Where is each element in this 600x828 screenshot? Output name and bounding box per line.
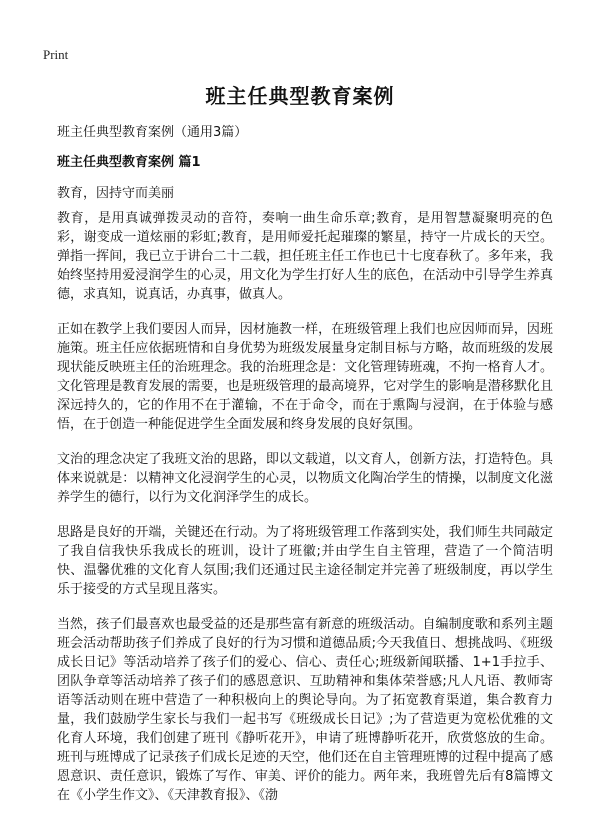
paragraph: 正如在教学上我们要因人而异，因材施教一样，在班级管理上我们也应因师而异，因班施策。班主任应依据班情和自身优势为班级发展量身定制目标与方略，故而班级的发展现状能反映班主任的治班理念。我的治班理念是：文化管理铸班魂，不拘一格育人才。文化管理是教育发展的需要，也是班级管理的最高境界，它对学生的影响是潜移默化且深远持久的，它的作用不在于灌输，不在于命令，而在于熏陶与浸润，在于体验与感悟，在于创造一种能促进学生全面发展和终身发展的良好氛围。 xyxy=(57,322,553,432)
lead-line: 教育，因持守而美丽 xyxy=(57,186,175,201)
print-label: Print xyxy=(43,47,69,62)
paragraph: 教育，是用真诚弹拨灵动的音符，奏响一曲生命乐章;教育，是用智慧凝聚明亮的色彩，谢变成一道炫丽的彩虹;教育，是用师爱托起璀璨的繁星，持守一片成长的天空。弹指一挥间，我已立于讲台二十二载，担任班主任工作也已十七度春秋了。多年来，我始终坚持用爱浸润学生的心灵，用文化为学生打好人生的底色，在活动中引导学生养真德，求真知，说真话，办真事，做真人。 xyxy=(57,211,553,302)
document-subtitle: 班主任典型教育案例（通用3篇） xyxy=(57,125,248,140)
paragraph: 思路是良好的开端，关键还在行动。为了将班级管理工作落到实处，我们师生共同敲定了我自信我快乐我成长的班训，设计了班徽;并由学生自主管理，营造了一个简洁明快、温馨优雅的文化育人氛围;我们还通过民主途径制定并完善了班级制度，再以学生乐于接受的方式呈现且落实。 xyxy=(57,525,553,597)
paragraph: 文治的理念决定了我班文治的思路，即以文载道，以文育人，创新方法，打造特色。具体来说就是：以精神文化浸润学生的心灵，以物质文化陶冶学生的情操，以制度文化滋养学生的德行，以行为文化润泽学生的成长。 xyxy=(57,452,553,505)
document-title: 班主任典型教育案例 xyxy=(205,84,395,108)
paragraph: 当然，孩子们最喜欢也最受益的还是那些富有新意的班级活动。自编制度歌和系列主题班会活动帮助孩子们养成了良好的行为习惯和道德品质;今天我值日、想挑战吗、《班级成长日记》等活动培养了孩子们的爱心、信心、责任心;班级新闻联播、1+1手拉手、团队争章等活动培养了孩子们的感恩意识、互助精神和集体荣誉感;凡人凡语、教师寄语等活动则在班中营造了一种积极向上的舆论导向。为了拓宽教育渠道，集合教育力量，我们鼓励学生家长与我们一起书写《班级成长日记》;为了营造更为宽松优雅的文化育人环境，我们创建了班刊《静听花开》，申请了班博静听花开，欣赏悠放的生命。班刊与班博成了记录孩子们成长足迹的天空，他们还在自主管理班博的过程中提高了感恩意识、责任意识，锻炼了写作、审美、评价的能力。两年来，我班曾先后有8篇博文在《小学生作文》、《天津教育报》、《渤 xyxy=(57,617,553,803)
document-body xyxy=(57,209,553,821)
section-heading: 班主任典型教育案例 篇1 xyxy=(57,155,201,170)
